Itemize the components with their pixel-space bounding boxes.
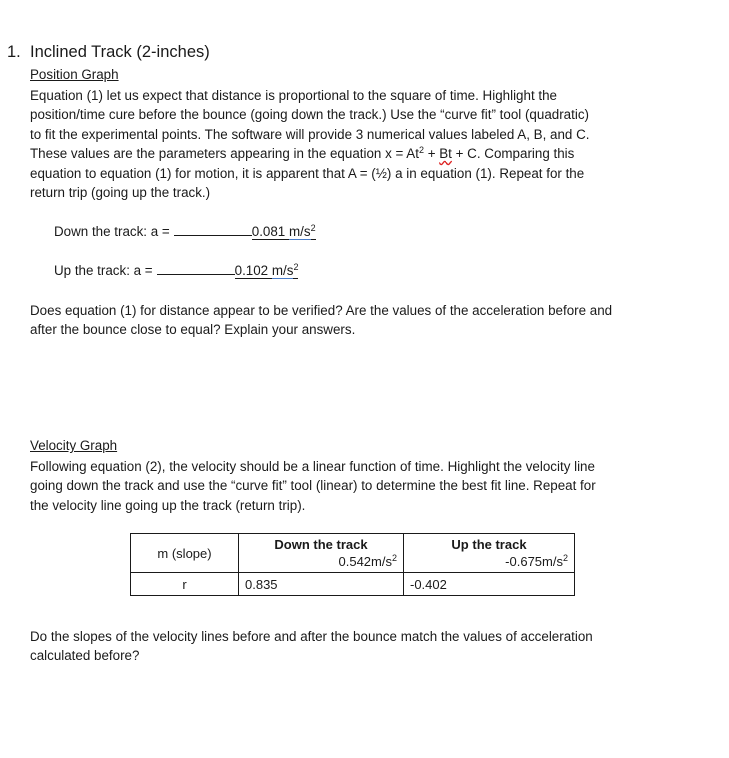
position-line-4	[30, 144, 680, 163]
position-line-1: Equation (1) let us expect that distance is proportional to the square of time. Highlight the	[30, 88, 558, 103]
slope-label: m (slope)	[157, 545, 212, 561]
velocity-graph-subheading: Velocity Graph	[30, 438, 118, 453]
down-track-value[interactable]	[252, 225, 316, 240]
up-value-unit: m/s	[271, 263, 294, 278]
slope-up-text: -0.675m/s	[505, 554, 563, 569]
r-down-value: 0.835	[245, 576, 278, 592]
velocity-instructions	[30, 457, 680, 515]
down-value-unit: m/s	[289, 224, 311, 239]
r-up-value: -0.402	[410, 576, 447, 592]
position-line-6: return trip (going up the track.)	[30, 185, 211, 201]
superscript: 2	[310, 223, 316, 233]
section-number: 1.	[7, 43, 21, 61]
equation-plus: +	[423, 146, 440, 162]
equation-bt: Bt	[439, 146, 452, 162]
position-line-2: position/time cure before the bounce (going down the track.) Use the “curve fit” tool (quadratic)	[30, 107, 589, 123]
section-title: Inclined Track (2-inches)	[30, 43, 210, 61]
slope-down-text: 0.542m/s	[338, 554, 392, 569]
table-row	[131, 534, 575, 573]
up-track-value[interactable]	[235, 264, 299, 279]
slope-down-cell[interactable]	[239, 534, 404, 573]
answer-blank[interactable]	[157, 261, 235, 275]
slope-up-value	[410, 553, 568, 570]
slope-up-cell[interactable]	[404, 534, 575, 573]
velocity-line-1: Following equation (2), the velocity should be a linear function of time. Highlight the velocity line	[30, 459, 595, 474]
down-value-number: 0.081	[251, 224, 286, 239]
velocity-question-line-1: Do the slopes of the velocity lines before and after the bounce match the values of acceleration	[30, 629, 593, 644]
table-row	[131, 573, 575, 596]
up-track-answer	[54, 261, 298, 279]
r-down-cell[interactable]	[239, 573, 404, 596]
position-question-line-1: Does equation (1) for distance appear to be verified? Are the values of the acceleration before and	[30, 303, 613, 318]
superscript: 2	[418, 145, 424, 156]
r-label-cell	[131, 573, 239, 596]
up-header: Up the track	[451, 537, 527, 552]
equation-tail: + C. Comparing this	[451, 146, 575, 162]
slope-label-cell	[131, 534, 239, 573]
position-question-line-2: after the bounce close to equal? Explain your answers.	[30, 322, 356, 338]
equation-x: x = At	[385, 146, 419, 162]
line4-text: These values are the parameters appearing in the equation	[30, 146, 386, 162]
down-track-label: Down the track: a =	[54, 224, 170, 239]
down-header: Down the track	[274, 537, 368, 552]
position-graph-subheading: Position Graph	[30, 67, 119, 82]
up-track-label: Up the track: a =	[54, 263, 153, 278]
superscript: 2	[391, 553, 397, 563]
up-value-number: 0.102	[234, 263, 269, 278]
answer-blank[interactable]	[174, 222, 252, 236]
velocity-line-3: the velocity line going up the track (return trip).	[30, 497, 306, 513]
velocity-question-line-2: calculated before?	[30, 648, 140, 664]
slope-down-value	[245, 553, 397, 570]
position-question	[30, 301, 680, 340]
section-heading	[7, 43, 210, 62]
superscript: 2	[293, 262, 299, 272]
r-up-cell[interactable]	[404, 573, 575, 596]
position-instructions	[30, 86, 680, 202]
position-line-5: equation to equation (1) for motion, it is apparent that A = (½) a in equation (1). Repeat for the	[30, 165, 585, 181]
velocity-line-2: going down the track and use the “curve fit” tool (linear) to determine the best fit line. Repeat for	[30, 478, 596, 494]
r-label: r	[182, 576, 187, 592]
velocity-question	[30, 627, 680, 666]
velocity-table	[130, 533, 575, 596]
position-line-3: to fit the experimental points. The software will provide 3 numerical values labeled A, B, and C.	[30, 126, 590, 142]
superscript: 2	[562, 553, 568, 563]
down-track-answer	[54, 222, 316, 240]
